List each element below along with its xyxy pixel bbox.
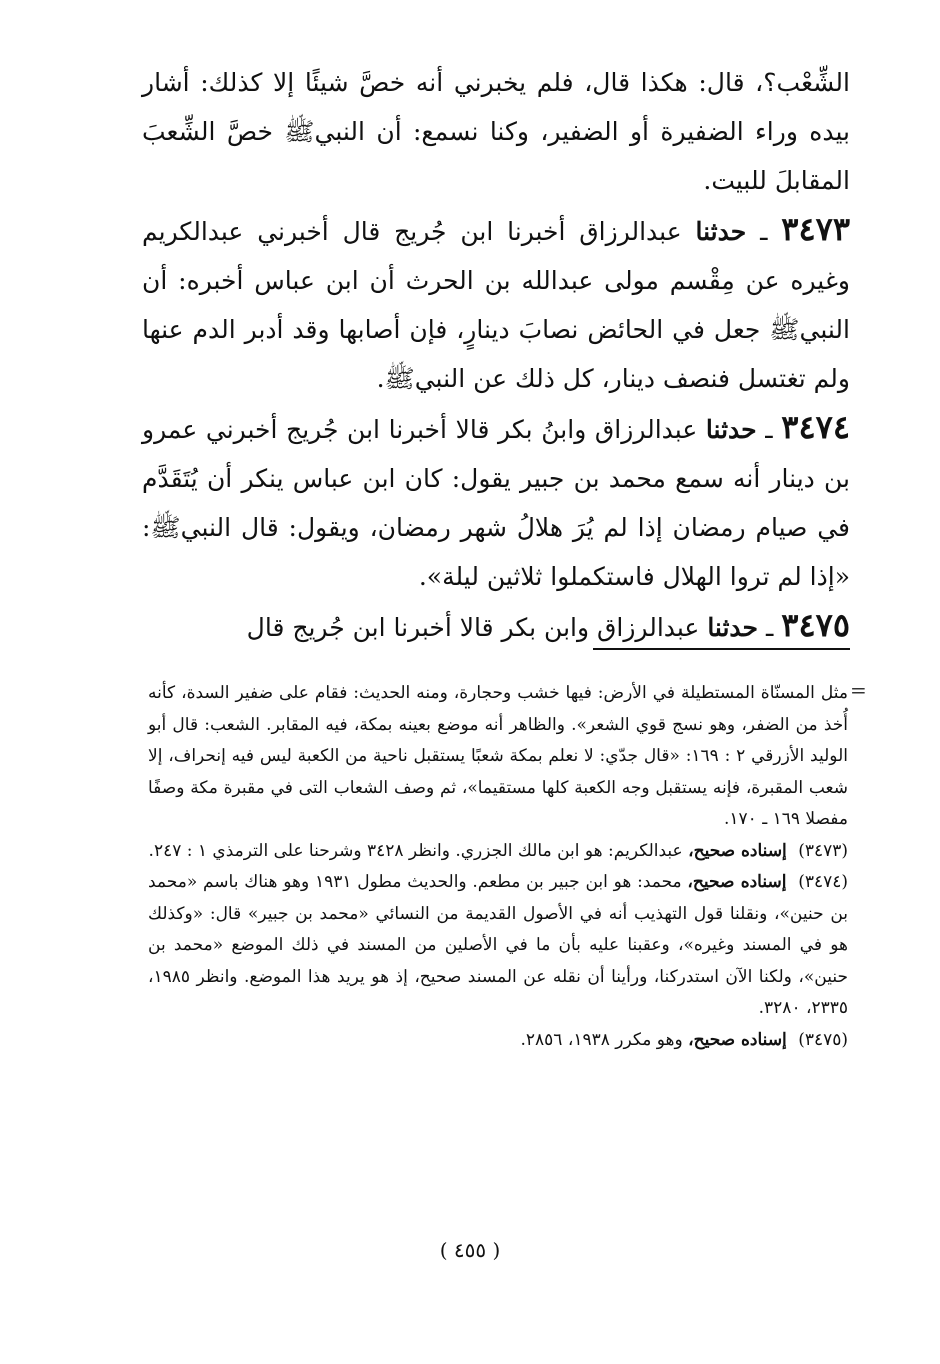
footnote-ref: (٣٤٧٣) bbox=[798, 840, 848, 861]
footnote-isnad: إسناده صحيح، bbox=[687, 872, 787, 892]
footnote bbox=[148, 1025, 848, 1057]
main-text bbox=[142, 58, 850, 652]
hadith-text: عبدالرزاق وابنُ بكر قالا أخبرنا ابن جُريج أخبرني عمرو بن دينار أنه سمع محمد بن جبير يقول: كان ابن عباس ينكر أن يُتَقَدَّم في صيام رمضان إذا لم يُرَ هلالُ شهر رمضان، ويقول: قال النبيﷺ: «إذا لم تروا الهلال فاستكملوا ثلاثين ليلة». bbox=[142, 415, 850, 591]
hadith-number: ٣٤٧٤ bbox=[781, 408, 851, 446]
hadith-paragraph bbox=[142, 403, 850, 601]
hadith-text: عبدالرزاق وابن بكر قالا أخبرنا ابن جُريج قال bbox=[246, 613, 700, 642]
footnote-continuation-mark: = bbox=[850, 678, 867, 702]
hadith-number: ٣٤٧٥ bbox=[781, 606, 850, 644]
footnotes bbox=[148, 678, 848, 1056]
hadith-dash: ـ bbox=[765, 415, 773, 444]
footnote bbox=[148, 867, 848, 1025]
footnote-ref: (٣٤٧٤) bbox=[798, 872, 849, 892]
hadith-dash: ـ bbox=[765, 613, 774, 642]
footnote-ref: (٣٤٧٥) bbox=[798, 1029, 848, 1050]
haddatha-word: حدثنا bbox=[705, 415, 757, 444]
continuation-paragraph: الشِّعْب؟، قال: هكذا قال، فلم يخبرني أنه خصَّ شيئًا إلا كذلك: أشار بيده وراء الضفيرة أو الضفير، وكنا نسمع: أن النبيﷺ خصَّ الشِّعبَ المقابلَ للبيت. bbox=[142, 68, 850, 195]
footnote bbox=[148, 836, 848, 868]
footnote-isnad: إسناده صحيح، bbox=[688, 1029, 787, 1050]
footnote-continuation-text: مثل المسنّاة المستطيلة في الأرض: فيها خشب وحجارة، ومنه الحديث: فقام على ضفير السدة، كأنه أُخذ من الضفر، وهو نسج قوي الشعر». والظاهر أنه موضع بعينه بمكة، فيه المقابر. الشعب: قال أبو الوليد الأزرقي ٢ : ١٦٩: «قال جدّي: لا نعلم بمكة شعبًا يستقبل ناحية من الكعبة ليس فيه إنحراف، إلا شعب المقبرة، فإنه يستقبل وجه الكعبة كلها مستقيما»، ثم وصف الشعاب التى في مقبرة مكة وصفًا مفصلا ١٦٩ ـ ١٧٠. bbox=[148, 683, 848, 829]
haddatha-word: حدثنا bbox=[707, 613, 759, 642]
hadith-text: عبدالرزاق أخبرنا ابن جُريج قال أخبرني عبدالكريم وغيره عن مِقْسم مولى عبدالله بن الحرث أن ابن عباس أخبره: أن النبيﷺ جعل في الحائض نصابَ دينارٍ، فإن أصابها وقد أدبر الدم عنها ولم تغتسل فنصف دينار، كل ذلك عن النبيﷺ. bbox=[142, 217, 850, 393]
hadith-paragraph bbox=[142, 601, 850, 652]
footnote-text: عبدالكريم: هو ابن مالك الجزري. وانظر ٣٤٢٨ وشرحنا على الترمذي ١ : ٢٤٧. bbox=[148, 840, 683, 861]
page-number: ( ٤٥٥ ) bbox=[439, 1238, 501, 1262]
footnote-isnad: إسناده صحيح، bbox=[688, 840, 787, 861]
hadith-dash: ـ bbox=[760, 217, 768, 246]
footnote-text: محمد: هو ابن جبير بن مطعم. والحديث مطول ١٩٣١ وهو هناك باسم «محمد بن حنين»، ونقلنا قول التهذيب أنه في الأصول القديمة من النسائي «محمد بن جبير» قال: «وكذلك هو في المسند وغيره»، وعقبنا عليه بأن ما في الأصلين من المسند في ذلك الموضع «محمد بن حنين»، ولكنا الآن استدركنا، ورأينا أن نقله عن المسند صحيح، إذ هو يريد هذا الموضع. وانظر ١٩٨٥، ٢٣٣٥، ٣٢٨٠. bbox=[148, 872, 848, 1018]
hadith-paragraph bbox=[142, 205, 850, 403]
haddatha-word: حدثنا bbox=[695, 217, 747, 246]
hadith-number: ٣٤٧٣ bbox=[781, 210, 851, 248]
footnote-separator bbox=[593, 648, 850, 650]
footnote-text: وهو مكرر ١٩٣٨، ٢٨٥٦. bbox=[520, 1029, 683, 1050]
